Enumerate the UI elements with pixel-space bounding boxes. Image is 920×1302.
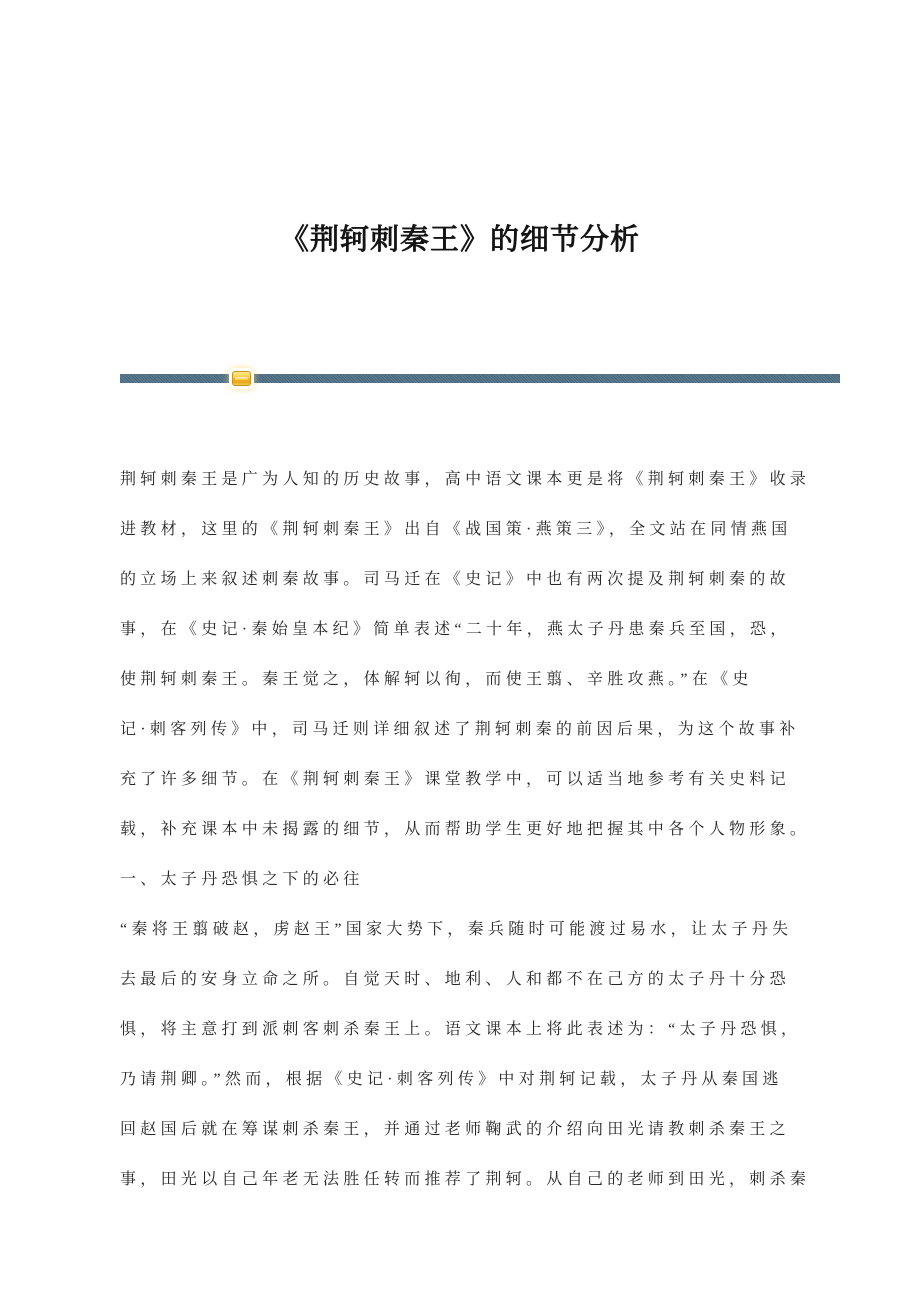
text-line: 荆轲刺秦王是广为人知的历史故事，高中语文课本更是将《荆轲刺秦王》收录 xyxy=(120,471,811,488)
section-heading: 一、太子丹恐惧之下的必往 xyxy=(120,871,364,888)
text-line: 使荆轲刺秦王。秦王觉之，体解轲以徇，而使王翦、辛胜攻燕。”在《史 xyxy=(120,671,753,688)
text-line: 乃请荆卿。”然而，根据《史记·刺客列传》中对荆轲记载，太子丹从秦国逃 xyxy=(120,1071,783,1088)
text-line: 的立场上来叙述刺秦故事。司马迁在《史记》中也有两次提及荆轲刺秦的故 xyxy=(120,571,790,588)
text-line: 事，在《史记·秦始皇本纪》简单表述“二十年，燕太子丹患秦兵至国，恐， xyxy=(120,621,791,638)
gold-seal-icon xyxy=(232,371,251,386)
section-divider xyxy=(120,374,840,383)
text-line: 充了许多细节。在《荆轲刺秦王》课堂教学中，可以适当地参考有关史料记 xyxy=(120,771,790,788)
document-body xyxy=(120,455,860,1205)
text-line: “秦将王翦破赵，虏赵王”国家大势下，秦兵随时可能渡过易水，让太子丹失 xyxy=(120,921,793,938)
text-line: 回赵国后就在筹谋刺杀秦王，并通过老师鞠武的介绍向田光请教刺杀秦王之 xyxy=(120,1121,790,1138)
text-line: 记·刺客列传》中，司马迁则详细叙述了荆轲刺秦的前因后果，为这个故事补 xyxy=(120,721,800,738)
text-line: 事，田光以自己年老无法胜任转而推荐了荆轲。从自己的老师到田光，刺杀秦 xyxy=(120,1171,811,1188)
text-line: 进教材，这里的《荆轲刺秦王》出自《战国策·燕策三》，全文站在同情燕国 xyxy=(120,521,792,538)
text-line: 惧，将主意打到派刺客刺杀秦王上。语文课本上将此表述为：“太子丹恐惧， xyxy=(120,1021,802,1038)
text-line: 去最后的安身立命之所。自觉天时、地利、人和都不在己方的太子丹十分恐 xyxy=(120,971,790,988)
document-title: 《荆轲刺秦王》的细节分析 xyxy=(279,224,640,256)
divider-bar xyxy=(120,374,840,383)
text-line: 载，补充课本中未揭露的细节，从而帮助学生更好地把握其中各个人物形象。 xyxy=(120,821,811,838)
